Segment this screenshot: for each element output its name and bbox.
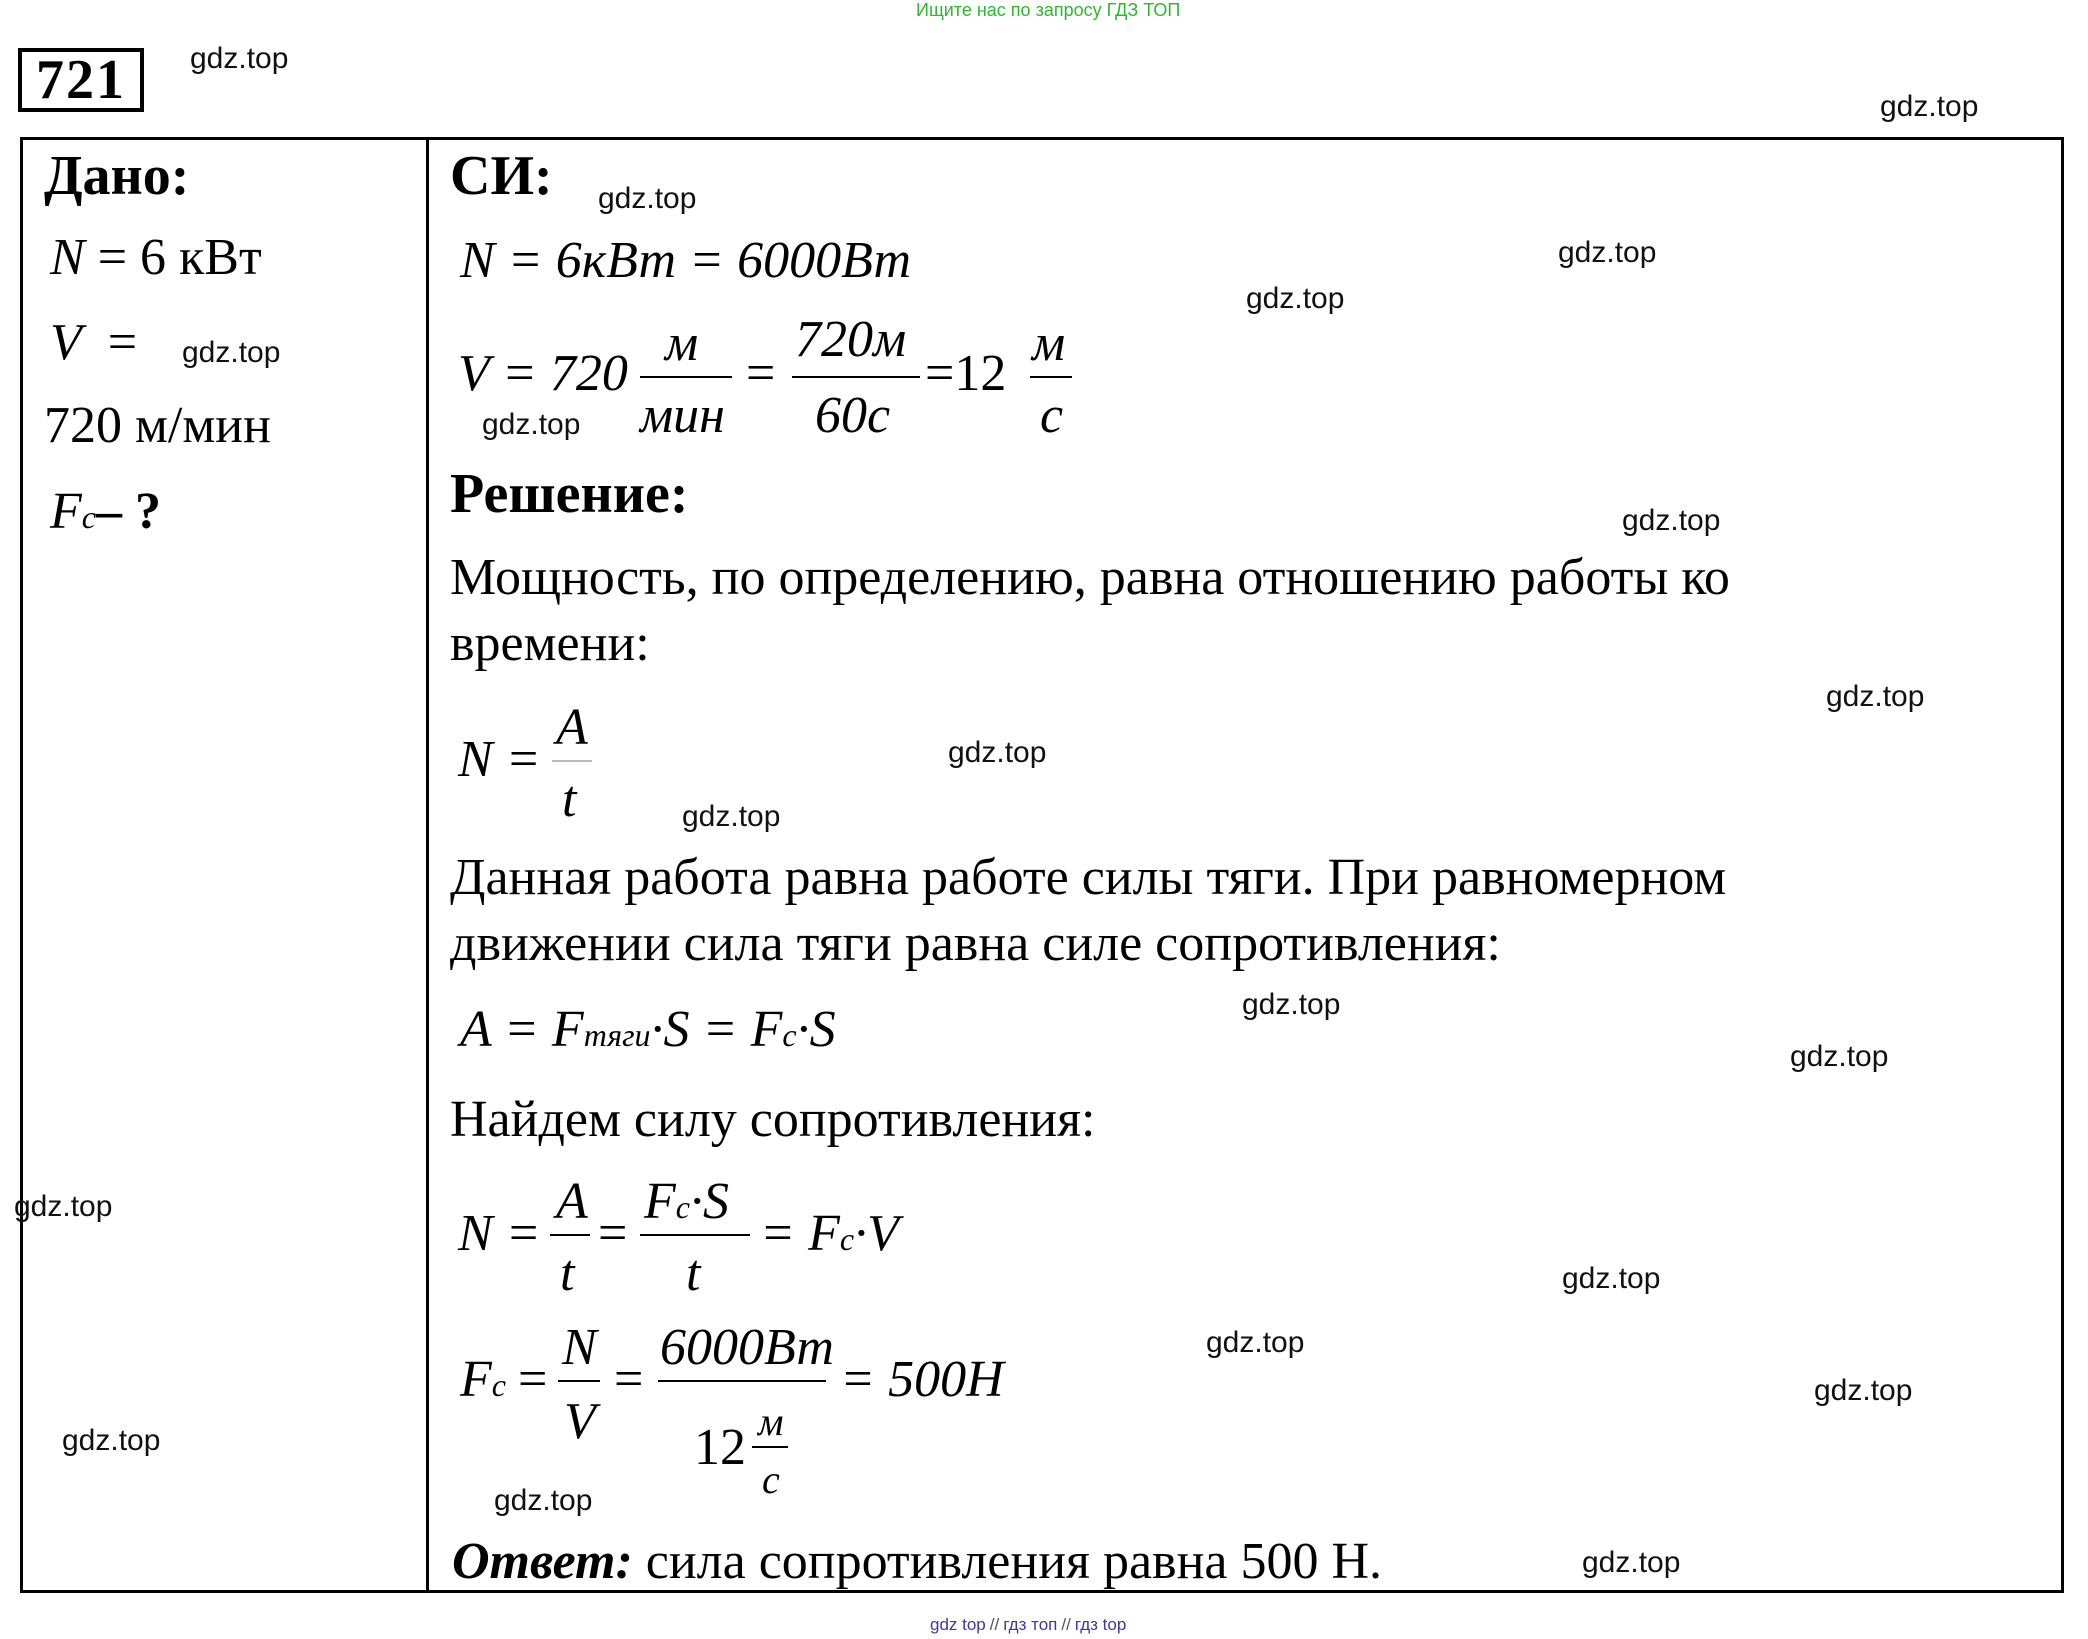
solution-text-1a: Мощность, по определению, равна отношению работы ко [450, 549, 1730, 606]
watermark: gdz.top [1582, 1546, 1681, 1579]
watermark: gdz.top [682, 800, 781, 833]
solution-text-2b: движении сила тяги равна силе сопротивления: [450, 915, 1501, 972]
given-heading: Дано: [44, 145, 190, 207]
watermark: gdz.top [1814, 1374, 1913, 1407]
watermark: gdz.top [1622, 504, 1721, 537]
given-unknown: Fc– ? [50, 483, 161, 540]
footer-link-gdz-top-ru[interactable]: гдз топ [1003, 1615, 1058, 1634]
si-power-conversion: N = 6кВт = 6000Вт [460, 232, 912, 289]
column-divider [426, 137, 429, 1593]
watermark: gdz.top [1558, 236, 1657, 269]
watermark: gdz.top [182, 336, 281, 369]
solution-heading: Решение: [450, 463, 689, 525]
answer-label: Ответ: [452, 1533, 633, 1590]
solution-text-3: Найдем силу сопротивления: [450, 1091, 1096, 1148]
watermark: gdz.top [1246, 282, 1345, 315]
watermark: gdz.top [948, 736, 1047, 769]
watermark: gdz.top [190, 42, 289, 75]
solution-text-2a: Данная работа равна работе силы тяги. При равномерном [450, 849, 1727, 906]
work-formula: A = Fтяги·S = Fc·S [460, 1001, 836, 1058]
footer-link-gdz-top[interactable]: gdz top [930, 1615, 986, 1634]
watermark: gdz.top [1790, 1040, 1889, 1073]
problem-number: 721 [18, 48, 144, 112]
watermark: gdz.top [14, 1190, 113, 1223]
footer-links: gdz top // гдз топ // гдз top [930, 1615, 1127, 1634]
answer [452, 1532, 1382, 1591]
watermark: gdz.top [1206, 1326, 1305, 1359]
solution-text-1b: времени: [450, 615, 650, 672]
answer-text: сила сопротивления равна 500 Н. [645, 1533, 1383, 1590]
promo-banner[interactable]: Ищите нас по запросу ГДЗ ТОП [916, 0, 1181, 20]
watermark: gdz.top [1242, 988, 1341, 1021]
watermark: gdz.top [62, 1424, 161, 1457]
si-heading: СИ: [450, 145, 553, 207]
given-speed-value: 720 м/мин [44, 397, 271, 454]
watermark: gdz.top [598, 182, 697, 215]
watermark: gdz.top [494, 1484, 593, 1517]
watermark: gdz.top [1562, 1262, 1661, 1295]
watermark: gdz.top [1880, 90, 1979, 123]
watermark: gdz.top [482, 408, 581, 441]
watermark: gdz.top [1826, 680, 1925, 713]
given-speed: V = [50, 314, 138, 371]
given-power: N = 6 кВт [50, 229, 262, 286]
footer-link-gdz-top-mixed[interactable]: гдз top [1074, 1615, 1127, 1634]
